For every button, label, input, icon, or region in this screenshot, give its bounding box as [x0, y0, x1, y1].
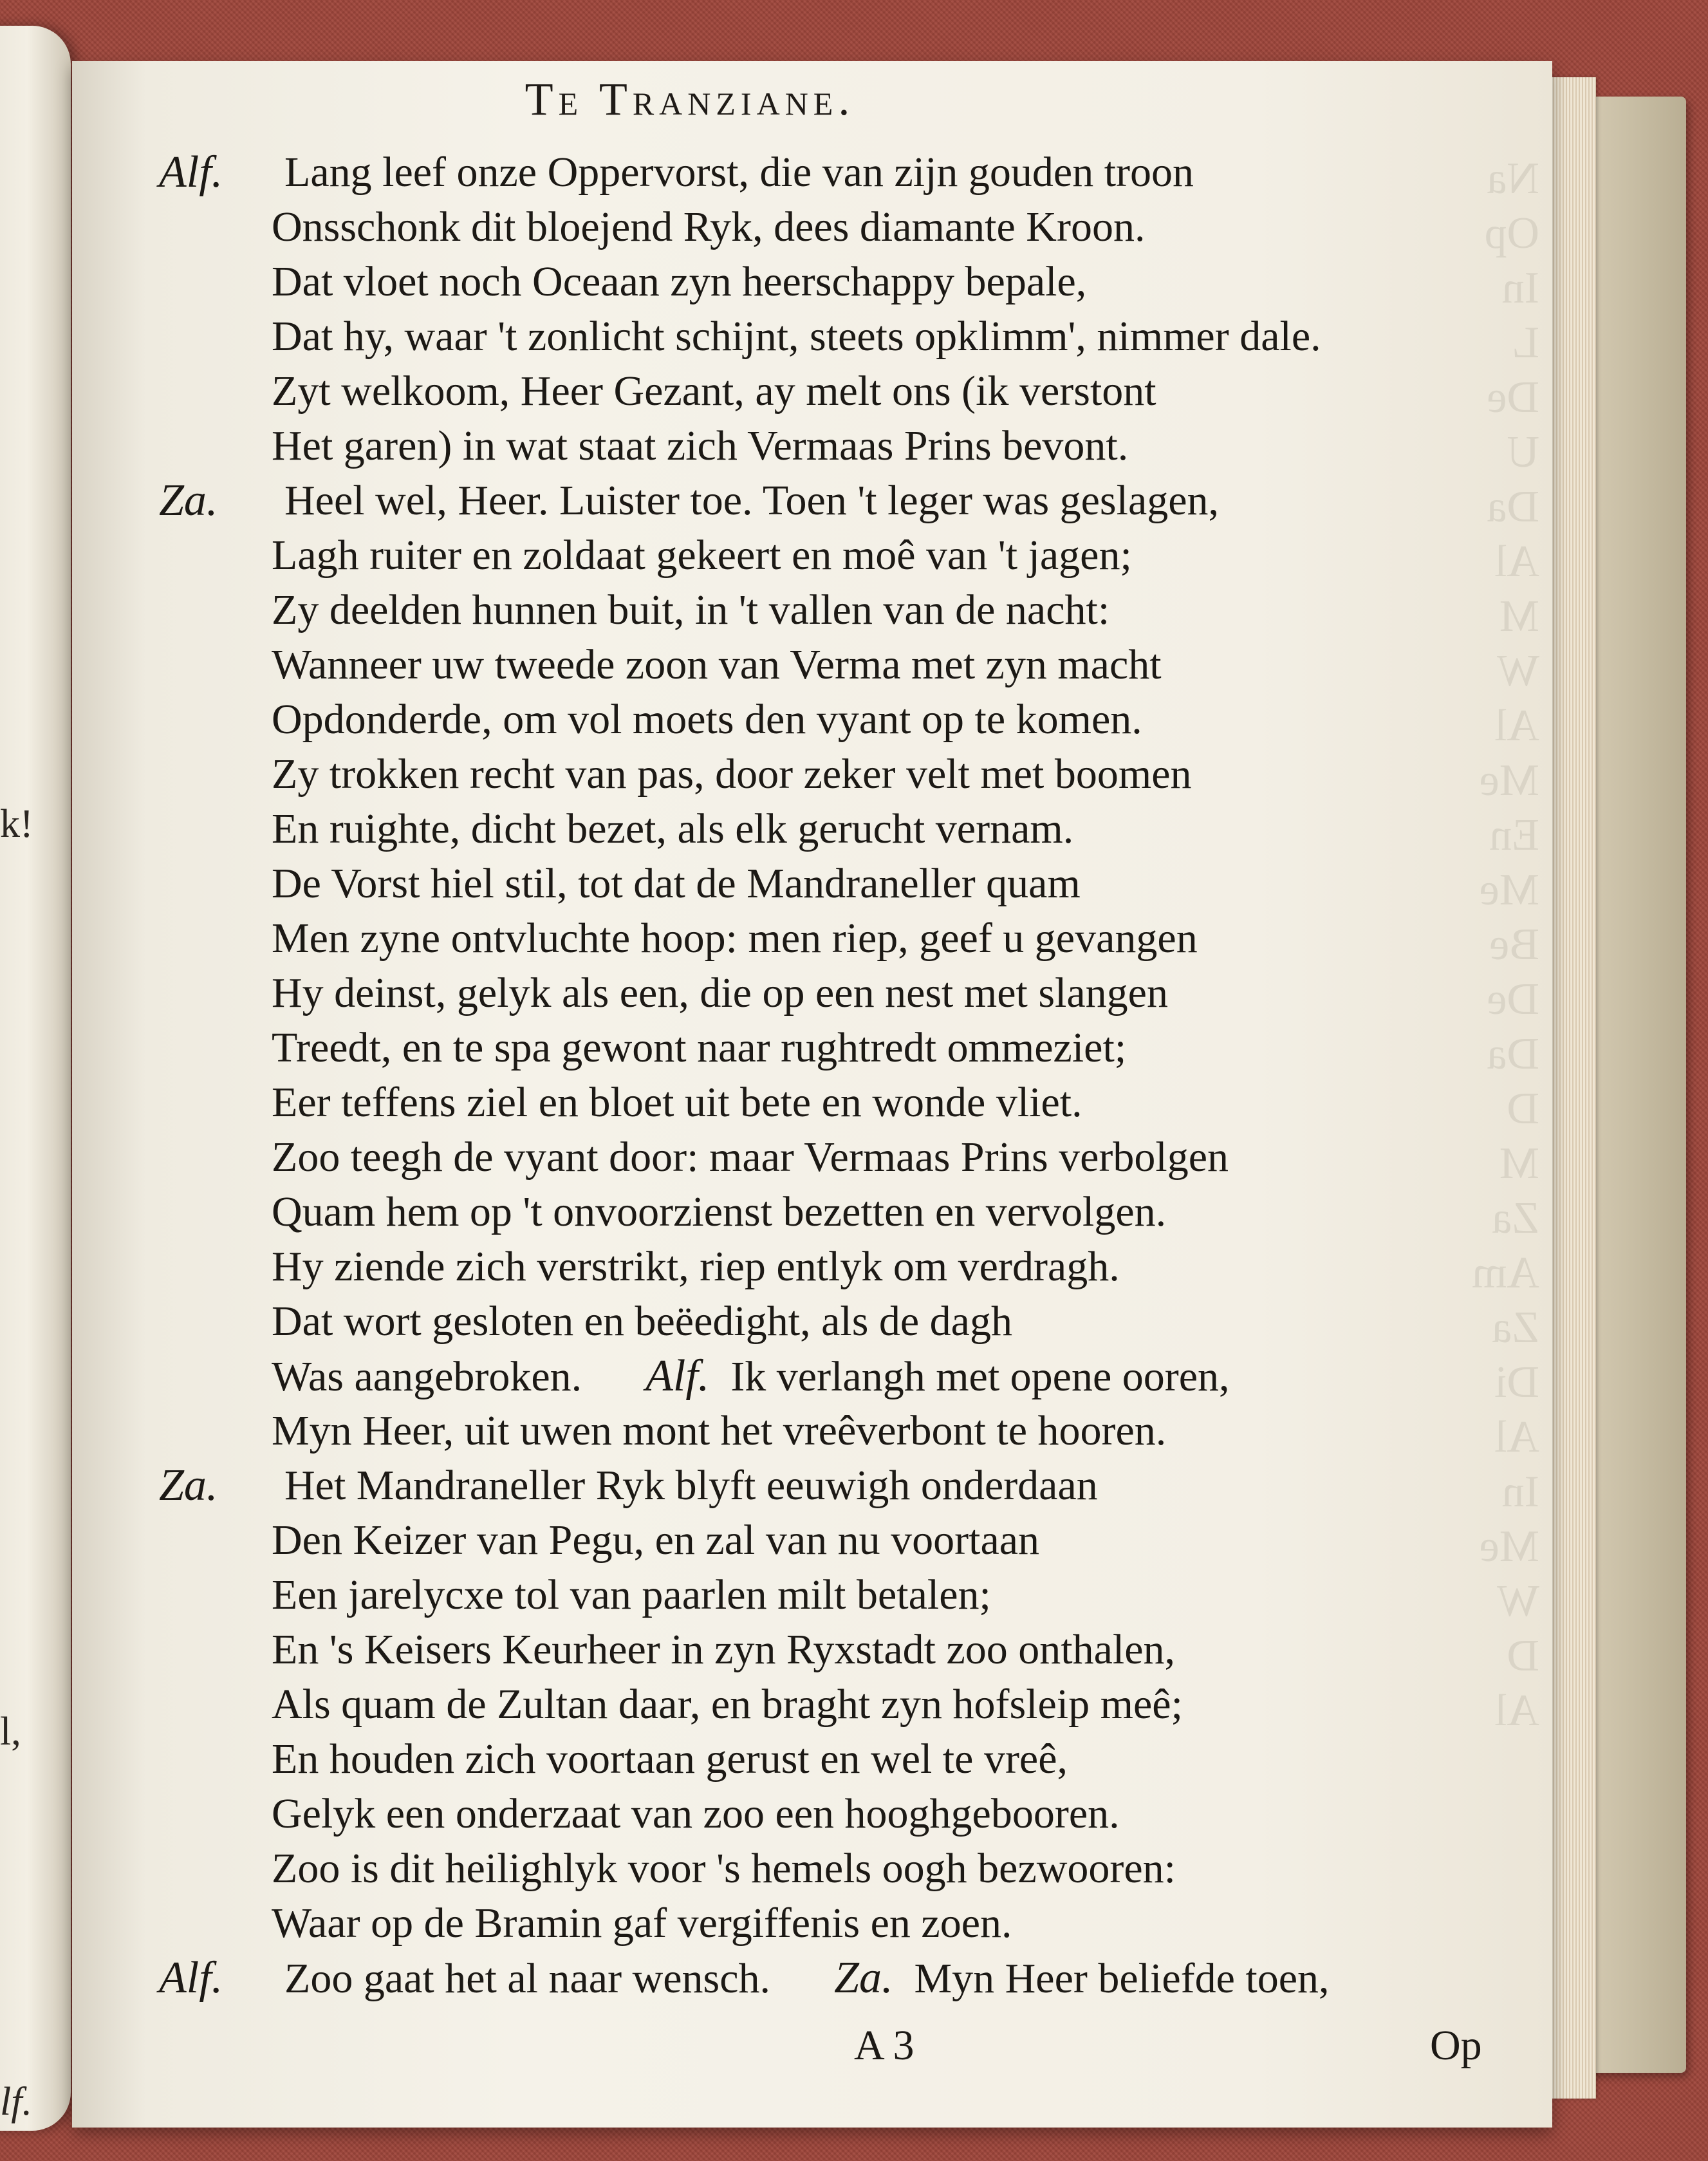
signature-mark: A 3: [854, 2022, 914, 2069]
line-text: Dat vloet noch Oceaan zyn heerschappy bepale,: [272, 258, 1087, 305]
page-stack: [1545, 77, 1596, 2099]
edge-fragment: l,: [0, 1710, 21, 1754]
verse-line: [72, 1951, 1552, 2005]
verse-line: [72, 418, 1552, 473]
line-text: En ruighte, dicht bezet, als elk gerucht vernam.: [272, 805, 1074, 852]
line-text: Dat wort gesloten en beëedight, als de dagh: [272, 1298, 1012, 1345]
line-text: Het garen) in wat staat zich Vermaas Prins bevont.: [272, 422, 1129, 469]
verse-line: [72, 1513, 1552, 1567]
speaker-label: Za.: [834, 1953, 893, 2003]
catchword: Op: [1430, 2022, 1482, 2069]
line-text: Den Keizer van Pegu, en zal van nu voortaan: [272, 1517, 1040, 1564]
verse-text: [272, 1184, 1166, 1239]
verse-text: [284, 1458, 1098, 1513]
verse-text: [272, 637, 1162, 692]
line-text: Opdonderde, om vol moets den vyant op te komen.: [272, 696, 1142, 743]
verse-text: [272, 364, 1156, 418]
verse-text: [272, 966, 1168, 1020]
verse-line: [72, 583, 1552, 637]
verse-text: [284, 473, 1219, 528]
verse-line: [72, 1184, 1552, 1239]
verse-line: [72, 637, 1552, 692]
line-text: Wanneer uw tweede zoon van Verma met zyn macht: [272, 641, 1162, 688]
verse-line: [72, 1677, 1552, 1732]
line-text: Lagh ruiter en zoldaat gekeert en moê van 't jagen;: [272, 532, 1132, 579]
verse-text: [272, 528, 1132, 583]
line-text: Men zyne ontvluchte hoop: men riep, geef u gevangen: [272, 915, 1198, 962]
line-text: Het Mandraneller Ryk blyft eeuwigh onderdaan: [284, 1462, 1098, 1509]
verse-line: [72, 1732, 1552, 1786]
verse-line: [72, 254, 1552, 309]
verse-line: [72, 1020, 1552, 1075]
verse-line: [72, 801, 1552, 856]
line-text: Hy deinst, gelyk als een, die op een nest met slangen: [272, 969, 1168, 1016]
line-text-continued: Myn Heer beliefde toen,: [914, 1955, 1330, 2002]
verse-text: [272, 200, 1145, 254]
verse-text: [284, 145, 1194, 200]
verse-text: [272, 418, 1128, 473]
line-text: Zoo teegh de vyant door: maar Vermaas Prins verbolgen: [272, 1134, 1229, 1181]
speaker-label: Alf.: [159, 1953, 223, 2003]
verse-text: [272, 747, 1192, 801]
verse-line: [72, 145, 1552, 200]
verse-text: [272, 1294, 1012, 1349]
line-text: Waar op de Bramin gaf vergiffenis en zoen.: [272, 1900, 1012, 1947]
line-text: Eer teffens ziel en bloet uit bete en wonde vliet.: [272, 1079, 1082, 1126]
line-text: En houden zich voortaan gerust en wel te vreê,: [272, 1735, 1068, 1782]
verse-line: [72, 1349, 1552, 1403]
verse-text: [272, 309, 1321, 364]
line-text: Onsschonk dit bloejend Ryk, dees diamante Kroon.: [272, 203, 1146, 250]
verse-text: [272, 1403, 1166, 1458]
verse-line: [72, 1403, 1552, 1458]
line-text: Zyt welkoom, Heer Gezant, ay melt ons (ik verstont: [272, 368, 1156, 415]
line-text: Myn Heer, uit uwen mont het vreêverbont te hooren.: [272, 1407, 1167, 1454]
verse-line: [72, 1567, 1552, 1622]
verse-line: [72, 1622, 1552, 1677]
line-text-continued: Ik verlangh met opene ooren,: [730, 1353, 1230, 1400]
verse-line: [72, 364, 1552, 418]
line-text: Treedt, en te spa gewont naar rughtredt ommeziet;: [272, 1024, 1127, 1071]
verse-line: [72, 309, 1552, 364]
line-text: Gelyk een onderzaat van zoo een hooghgebooren.: [272, 1790, 1120, 1837]
verse-line: [72, 473, 1552, 528]
verse-text: [272, 1513, 1039, 1567]
line-text: Zy deelden hunnen buit, in 't vallen van de nacht:: [272, 586, 1110, 633]
line-text: Als quam de Zultan daar, en braght zyn hofsleip meê;: [272, 1681, 1183, 1728]
verse-line: [72, 200, 1552, 254]
verse-text: [272, 254, 1086, 309]
show-through-text: Na Op In L De U Da Al M W Al Me En Me Be De Da D M Za Am Za Di Al In Me W D Al: [1472, 154, 1539, 1735]
verse-text: [272, 1841, 1176, 1896]
verse-text: [272, 1622, 1175, 1677]
verse-text: [272, 583, 1109, 637]
speaker-label: Za.: [159, 476, 218, 525]
edge-fragment: k!: [0, 802, 33, 846]
verse-line: [72, 528, 1552, 583]
previous-page-edge: [0, 26, 71, 2131]
line-text: Een jarelycxe tol van paarlen milt betalen;: [272, 1571, 991, 1618]
line-text: Hy ziende zich verstrikt, riep entlyk om verdragh.: [272, 1243, 1120, 1290]
verse-text: [272, 1239, 1120, 1294]
line-text: Heel wel, Heer. Luister toe. Toen 't leger was geslagen,: [284, 477, 1220, 524]
verse-block: [72, 145, 1552, 2005]
line-text: En 's Keisers Keurheer in zyn Ryxstadt zoo onthalen,: [272, 1626, 1176, 1673]
verse-line: [72, 1130, 1552, 1184]
verse-line: [72, 1896, 1552, 1951]
verse-text: [272, 856, 1081, 911]
verse-line: [72, 1239, 1552, 1294]
speaker-label: Alf.: [645, 1351, 710, 1401]
verse-line: [72, 1786, 1552, 1841]
verse-text: [272, 1130, 1229, 1184]
verse-line: [72, 911, 1552, 966]
verse-text: [272, 911, 1198, 966]
line-text: Was aangebroken.: [272, 1353, 582, 1400]
verse-text: [272, 1075, 1082, 1130]
verse-text: [272, 1732, 1068, 1786]
verse-text: [272, 1349, 1230, 1404]
page-footer: [72, 2021, 1552, 2079]
verse-line: [72, 692, 1552, 747]
verse-text: [272, 692, 1142, 747]
verse-line: [72, 1294, 1552, 1349]
running-head: Te Tranziane.: [524, 73, 855, 125]
verse-text: [272, 801, 1073, 856]
line-text: De Vorst hiel stil, tot dat de Mandraneller quam: [272, 860, 1081, 907]
verse-text: [272, 1786, 1120, 1841]
verse-text: [272, 1896, 1012, 1951]
verse-line: [72, 1075, 1552, 1130]
line-text: Zy trokken recht van pas, door zeker velt met boomen: [272, 751, 1192, 798]
verse-line: [72, 966, 1552, 1020]
speaker-label: Alf.: [159, 147, 223, 197]
verse-text: [272, 1020, 1126, 1075]
verse-text: [272, 1677, 1183, 1732]
verse-line: [72, 856, 1552, 911]
verse-text: [272, 1567, 991, 1622]
line-text: Lang leef onze Oppervorst, die van zijn gouden troon: [284, 149, 1194, 196]
line-text: Zoo is dit heilighlyk voor 's hemels oogh bezwooren:: [272, 1845, 1176, 1892]
verse-line: [72, 1841, 1552, 1896]
book-page: [72, 61, 1552, 2128]
edge-fragment: lf.: [0, 2080, 32, 2124]
verse-line: [72, 747, 1552, 801]
line-text: Dat hy, waar 't zonlicht schijnt, steets opklimm', nimmer dale.: [272, 313, 1321, 360]
verse-line: [72, 1458, 1552, 1513]
line-text: Quam hem op 't onvoorzienst bezetten en vervolgen.: [272, 1188, 1167, 1235]
verse-text: [284, 1951, 1330, 2006]
speaker-label: Za.: [159, 1461, 218, 1510]
line-text: Zoo gaat het al naar wensch.: [284, 1955, 771, 2002]
